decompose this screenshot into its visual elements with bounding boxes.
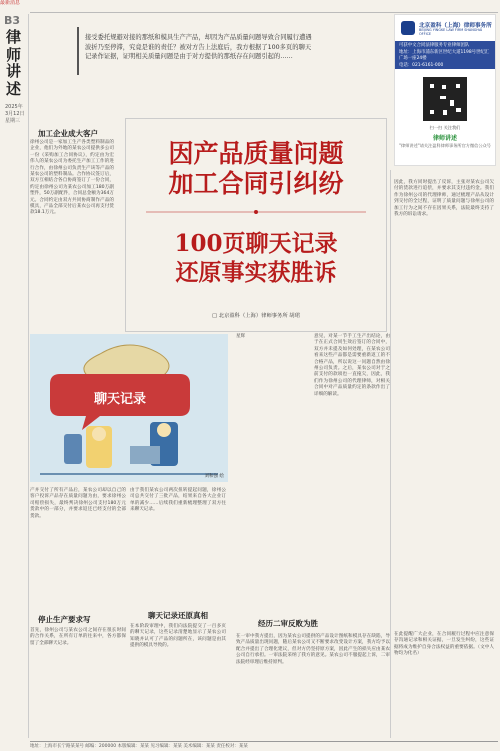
body-col3-b: 在一审中我方提出，因为某农公司提供的产品设计图纸和模具存在缺陷，导致产品质量出现问题，随后某农公司又不断要求改变设计方案，我方均予以配合并提出了合理化建议，但对方仍坚持原方案，因此产生的损失应由某农公司自行承担。一审法院采纳了我方的意见。某农公司不服提起上诉，二审法院经审理后维持原判。: [236, 634, 390, 665]
headline-divider: [126, 205, 386, 219]
section-rail: [4, 14, 26, 154]
column-title-2: 讲述: [6, 62, 22, 98]
lead-bar: [77, 27, 79, 75]
illustration-credit: 刘和强 绘: [204, 474, 224, 479]
chat-illustration: [30, 334, 228, 482]
byline: □ 北京盈科（上海）律师事务所 胡珺: [212, 313, 300, 319]
news-tag: 最新消息: [0, 0, 21, 6]
body-col1-a: 徐州公司是一家加工生产各类塑料制品的企业，他们为外地的某农公司提供多公司一份《采购加工合同协议》，约定由为宏伟人的某农公司为委托生产加工工作的进行合作，由徐州公司负责生产该等产品的某农公司的塑料制品。合作协议签订后，双方互相结合各自协商签订了一份合同，约定由徐州公司为某农公司加工180万副塑件，50万副配件，合同总金额为364万元。合同约定由双方共同协商制作产品的模具，产品全部交付后某农公司再支付货款18.1万元。: [30, 140, 114, 216]
chat-label: 聊天记录: [94, 392, 147, 407]
wechat-subtitle: "律师讲述"请关注盈科律师事务所官方微信公众号: [399, 143, 491, 148]
section-heading-stop: 停止生产要求写: [38, 615, 91, 624]
page-footer: 地址：上海市长宁路某某号 邮编：200000 本版编辑：某某 见习编辑：某某 美术编辑：某某 责任校对：某某: [30, 741, 498, 749]
firm-logo-icon: [401, 21, 415, 35]
body-col3-a: 意见，对某一节手工生产出结论，由于在正式合同生效后签订的合同中，双方并未提及如何处理，在某农公司看来这些产品都是需要重新返工的不合格产品，所以说这一问题自然由徐州公司负责。之后，某农公司对于之前支付的款项也一直拖欠，因此，我们作为徐州公司的代理律师，对相关合同中对产品质量约定的条款作出了详细的解读。: [314, 334, 390, 397]
firm-name-en: BEIJING YINGKE LAW FIRM SHANGHAI OFFICE: [419, 28, 483, 36]
top-rule: [30, 12, 498, 13]
section-heading-client: 加工企业成大客户: [38, 129, 98, 138]
headline-line-3: 100页聊天记录: [174, 230, 338, 257]
body-col1-b: 产并交付了所有产品后，某农公司却以自己的客户投诉产品存在质量问题为由，要求徐州公司赔偿损失，最终判决徐州公司支付180万元货款中的一部分，并要求返还已经支付的全部货款。: [30, 488, 126, 519]
column-rule-1: [28, 14, 29, 738]
headline-line-1: 因产品质量问题: [168, 139, 344, 168]
issue-date: 2025年 3月12日 星期三: [5, 104, 25, 124]
firm-info-band: 可获中文合同法律服务专业律师团队 地址：上海市浦东新区世纪大道1198号世纪汇广场一座24楼 电话：021-6161-000: [395, 41, 495, 69]
body-col2-c: 在本阶段审理中，我们向法院提交了一百多页的聊天记录，这些记录清楚地显示了某农公司知晓并认可了产品的问题所在，该问题是由其提供的模具导致的。: [130, 624, 226, 649]
page-number: B3: [4, 14, 21, 27]
body-col2-a: 星辉: [236, 334, 246, 339]
column-rule-2: [390, 170, 391, 738]
headline-line-4: 还原事实获胜诉: [175, 259, 337, 286]
law-firm-ad: [394, 14, 496, 166]
qr-caption: 扫一扫 关注我们: [429, 125, 461, 130]
body-col2-b: 由于我们某农公司两次扭转提起问题，徐州公司总共交付了三批产品，结果来自各大企业订单的减少……后续我们重新梳理整理了双方往来聊天记录。: [130, 488, 226, 513]
qr-code-icon: [423, 77, 467, 121]
section-heading-second: 经历二审反败为胜: [258, 619, 318, 628]
headline-sub: [126, 229, 386, 287]
firm-name: 北京盈科（上海）律师事务所: [419, 23, 492, 29]
column-title-1: 律师: [6, 28, 22, 64]
chat-illustration-art: [30, 334, 228, 482]
wechat-name: 律师讲述: [432, 135, 457, 142]
body-col1-c: 首先，徐州公司与某农公司之间存在很长时间的合作关系，在所有订单的往来中，各方都保留了全部聊天记录。: [30, 628, 126, 646]
body-col5-a: 因此，我方同时提出了反诉，主张对某农公司欠付的货款进行追偿，并要求其支付违约金。我们作为徐州公司的代理律师，通过梳理产品从设计到交付的全过程，证明了质量问题与徐州公司的加工行为之间不存在因果关系，法院最终支持了我方的诉讼请求。: [394, 180, 494, 218]
lead-paragraph: 接受委托规避对接的那纸和模具生产产品，却因为产品质量问题导致合同履行遭遇波折乃至停滞，究竟是谁的责任？被对方告上法庭后，我方根据了100多页的聊天记录作证据，证明相关质量问题是由于对方提供的那纸存在问题引起的……: [85, 34, 312, 61]
section-heading-talk: 聊天记录还原真相: [148, 611, 208, 620]
headline-box: [125, 118, 387, 332]
headline-line-2: 加工合同引纠纷: [168, 169, 344, 198]
body-col5-b: 在此提醒广大企业，在合同履行过程中应注意保存沟通记录和相关证据，一旦发生纠纷，这些证据将成为维护自身合法权益的重要依据。（文中人物均为化名）: [394, 632, 494, 657]
headline-main: [126, 139, 386, 199]
